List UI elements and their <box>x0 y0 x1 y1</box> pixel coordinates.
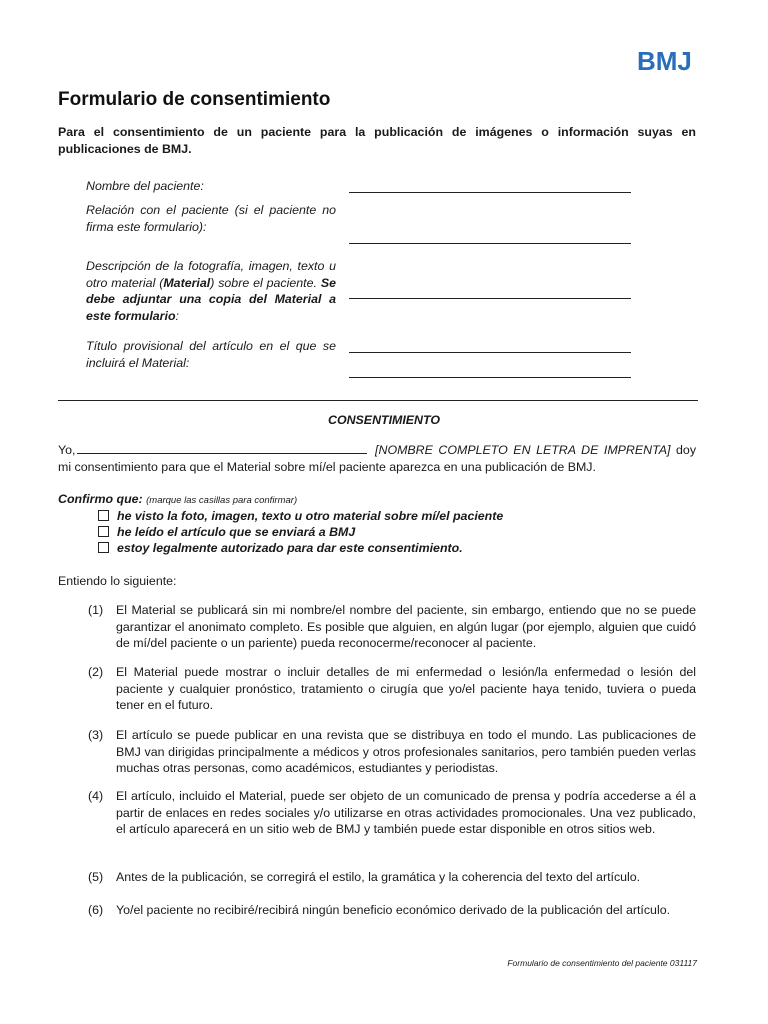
section-divider <box>58 400 698 401</box>
footer-form-id: Formulario de consentimiento del paciente 031117 <box>507 958 697 968</box>
page-title: Formulario de consentimiento <box>58 89 331 110</box>
list-number: (6) <box>88 903 104 917</box>
article-title-line-1[interactable] <box>349 352 631 353</box>
list-text: El Material se publicará sin mi nombre/el nombre del paciente, sin embargo, entiendo que no se puede garantizar el anonimato completo. Es posible que alguien, en algún lugar (por ejemplo, alguien que cuidó de mí/del paciente o un pariente) pueda reconocerme/reconocer al paciente. <box>116 603 696 650</box>
check-item-authorized[interactable] <box>98 540 463 557</box>
name-hint: [NOMBRE COMPLETO EN LETRA DE IMPRENTA] <box>375 443 671 457</box>
full-name-line[interactable] <box>77 442 367 454</box>
check-item-read-article[interactable] <box>98 524 355 541</box>
list-item <box>88 869 696 886</box>
check-label: he leído el artículo que se enviará a BMJ <box>117 525 356 539</box>
list-item <box>88 727 696 777</box>
list-number: (1) <box>88 603 104 617</box>
list-number: (5) <box>88 870 104 884</box>
article-title-line-2[interactable] <box>349 377 631 378</box>
description-label <box>86 258 336 324</box>
consent-statement <box>58 442 696 475</box>
list-text: El artículo se puede publicar en una revista que se distribuya en todo el mundo. Las publicaciones de BMJ van dirigidas principalmente a médicos y otros profesionales sanitarios, pero también pueden verlas muchas otras personas, como académicos, estudiantes y periodistas. <box>116 728 696 775</box>
patient-name-line[interactable] <box>349 192 631 193</box>
bmj-logo: BMJ <box>637 46 692 76</box>
list-item <box>88 788 696 838</box>
list-number: (4) <box>88 789 104 803</box>
confirm-note: (marque las casillas para confirmar) <box>146 495 298 506</box>
confirm-title: Confirmo que: <box>58 492 143 506</box>
list-item <box>88 902 696 919</box>
description-text-a: Descripción de la fotografía, imagen, texto u otro material ( <box>86 259 336 290</box>
list-text: El artículo, incluido el Material, puede ser objeto de un comunicado de prensa y podría accederse a él a partir de enlaces en redes sociales y/o utilizarse en otras actividades promocionales. Una vez publicado, el artículo aparecerá en un sitio web de BMJ y también puede estar disponible en otros sitios web. <box>116 789 696 836</box>
description-line[interactable] <box>349 298 631 299</box>
list-text: El Material puede mostrar o incluir detalles de mi enfermedad o lesión/la enfermedad o lesión del paciente y cualquier pronóstico, tratamiento o cirugía que yo/el paciente haya tenido, tuviera o pueda tener en el futuro. <box>116 665 696 712</box>
consent-heading: CONSENTIMIENTO <box>328 413 440 427</box>
patient-name-label: Nombre del paciente: <box>86 179 204 193</box>
list-item <box>88 664 696 714</box>
list-number: (3) <box>88 728 104 742</box>
checkbox[interactable] <box>98 542 109 553</box>
consent-statement-text: doy mi consentimiento para que el Material sobre mí/el paciente aparezca en una publicación de BMJ. <box>58 443 697 474</box>
list-item <box>88 602 696 652</box>
checkbox[interactable] <box>98 526 109 537</box>
check-item-seen-material[interactable] <box>98 508 503 525</box>
description-text-b: ) sobre el paciente. <box>210 275 321 290</box>
check-label: he visto la foto, imagen, texto u otro material sobre mí/el paciente <box>117 509 504 523</box>
list-text: Yo/el paciente no recibiré/recibirá ningún beneficio económico derivado de la publicación del artículo. <box>116 903 671 917</box>
check-label: estoy legalmente autorizado para dar este consentimiento. <box>117 541 463 555</box>
list-text: Antes de la publicación, se corregirá el estilo, la gramática y la coherencia del texto del artículo. <box>116 870 641 884</box>
understand-heading: Entiendo lo siguiente: <box>58 574 177 588</box>
article-title-label: Título provisional del artículo en el que se incluirá el Material: <box>86 339 336 370</box>
yo-text: Yo, <box>58 443 76 457</box>
relation-label: Relación con el paciente (si el paciente no firma este formulario): <box>86 203 336 234</box>
description-material: Material <box>163 275 211 290</box>
list-number: (2) <box>88 665 104 679</box>
relation-line[interactable] <box>349 243 631 244</box>
checkbox[interactable] <box>98 510 109 521</box>
confirm-heading <box>58 491 696 510</box>
description-attach-note: Se debe adjuntar una copia del Material a este formulario <box>86 275 337 323</box>
intro-text: Para el consentimiento de un paciente para la publicación de imágenes o información suyas en publicaciones de BMJ. <box>58 125 696 156</box>
description-text-c: : <box>175 308 179 323</box>
